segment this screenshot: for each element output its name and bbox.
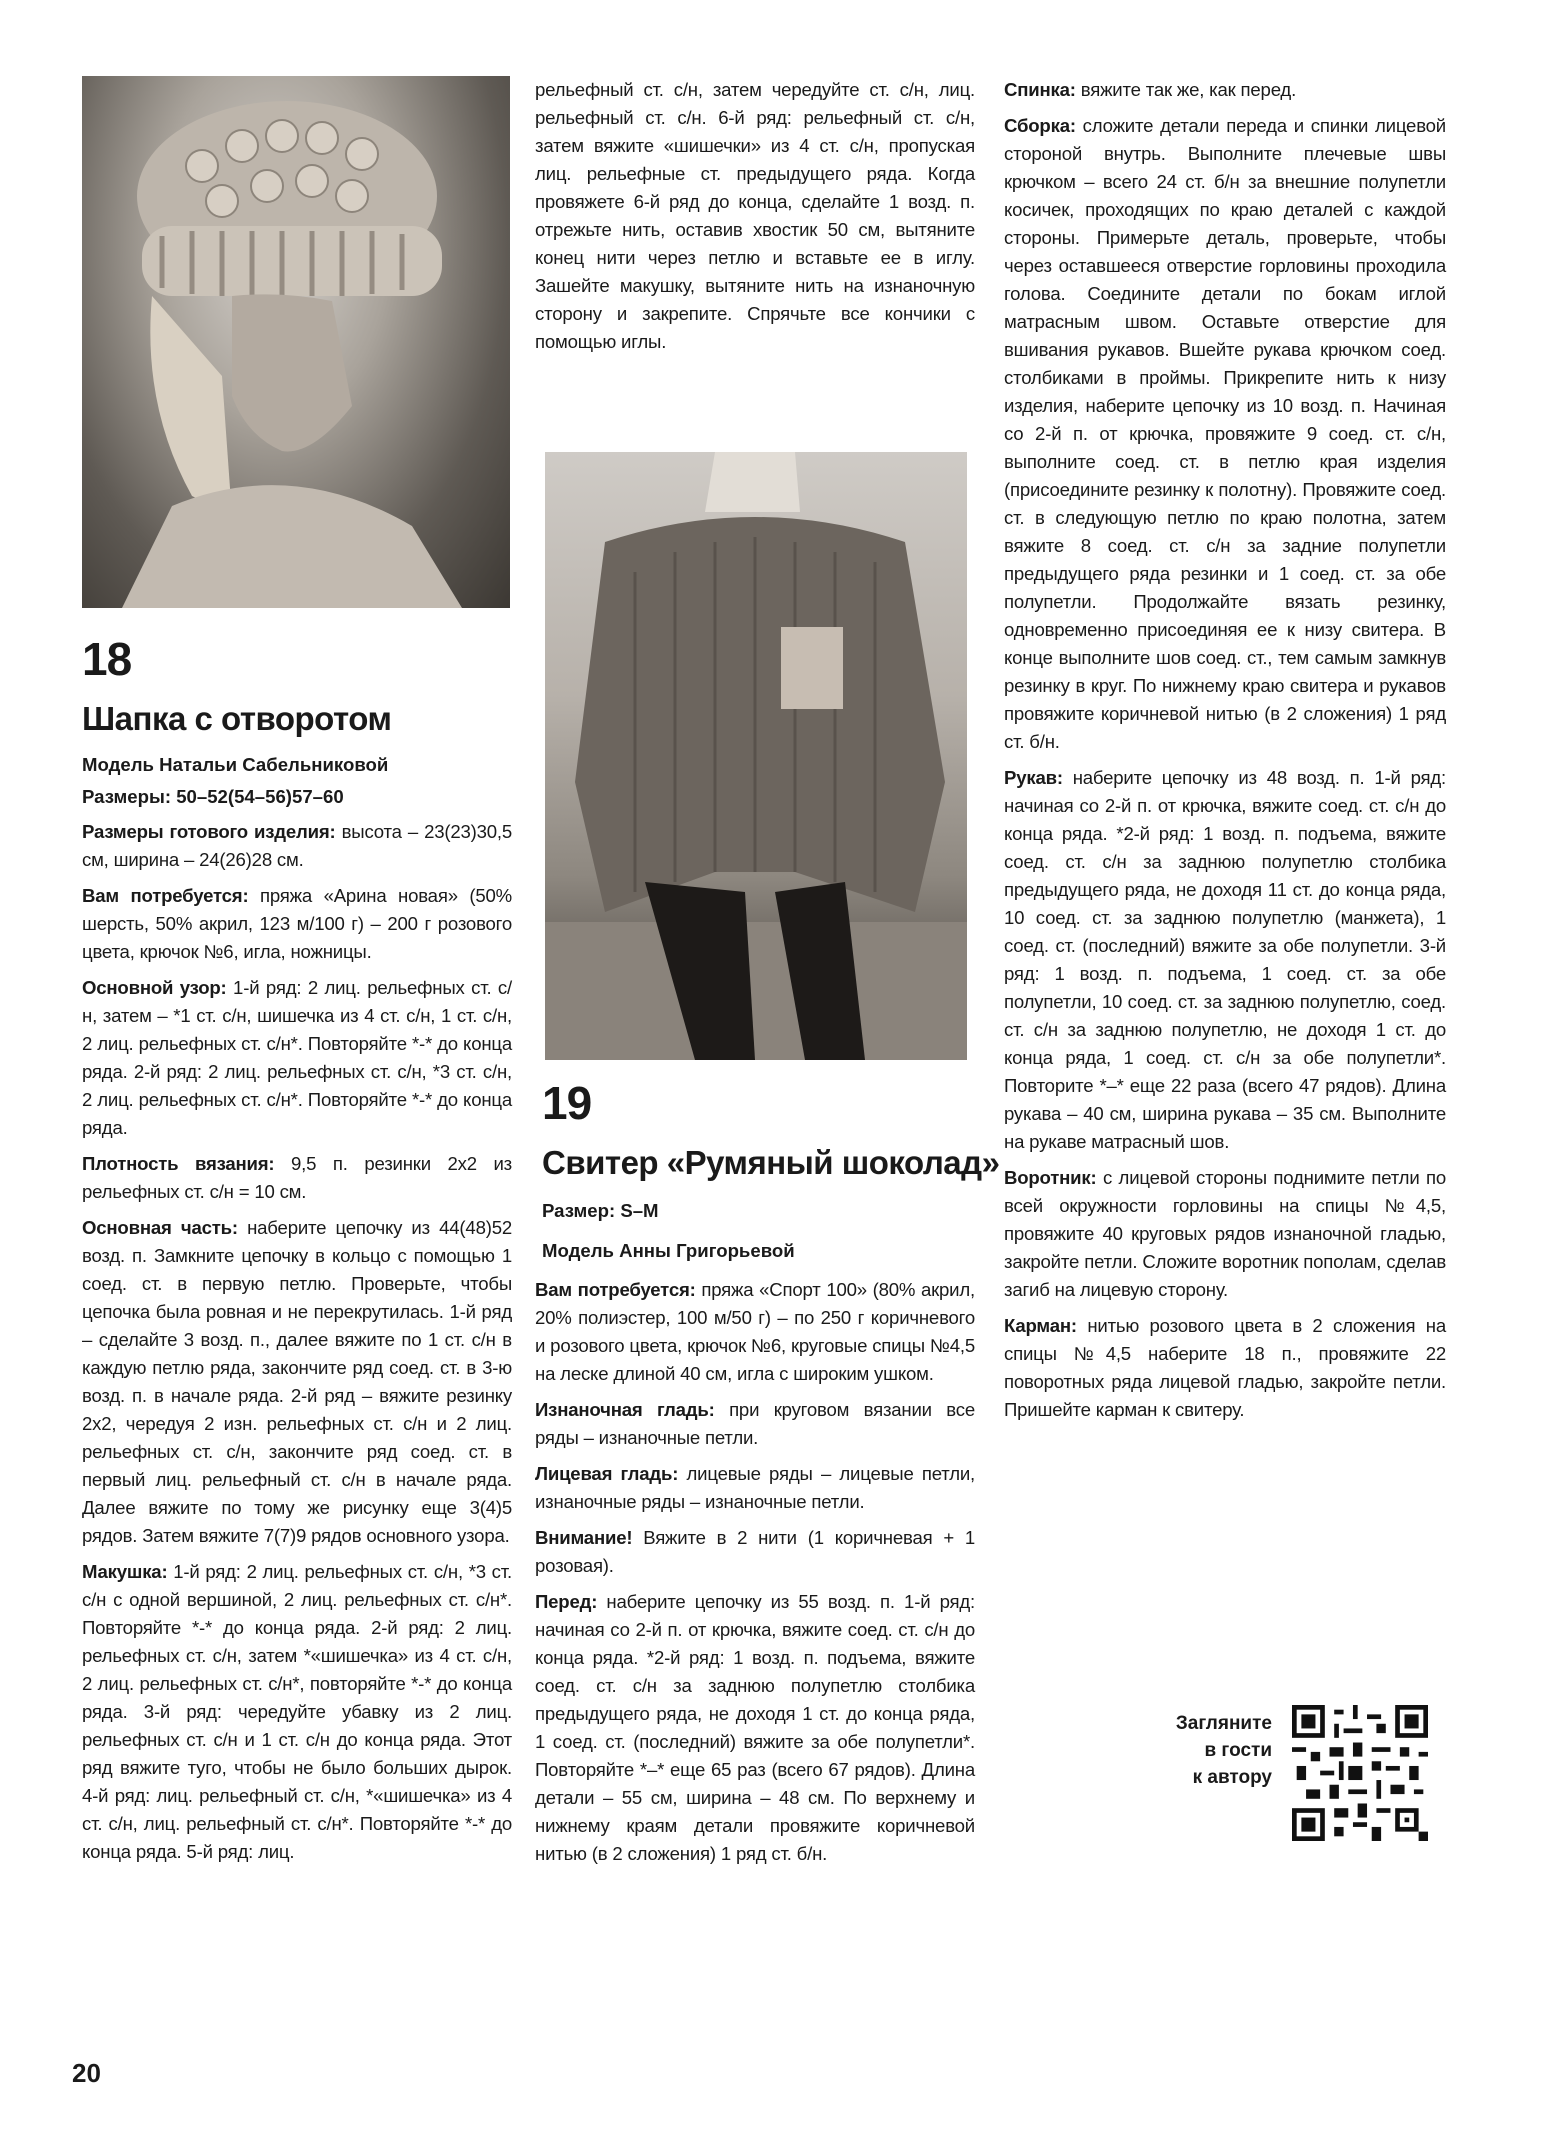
paragraph-text: 1-й ряд: 2 лиц. рельефных ст. с/н, *3 ст. с/н с одной вершиной, 2 лиц. рельефных ст. с/н*. Повторяйте *-* до конца ряда. 2-й ряд: 2 лиц. рельефных ст. с/н, затем *«шишечка» из 4 ст. с/н, 2 лиц. рельефных ст. с/н*, повторяйте *-* до конца ряда. 3-й ряд: чередуйте убавку из 2 лиц. рельефных ст. с/н и 1 ст. с/н до конца ряда. Этот ряд вяжите туго, чтобы не было больших дырок. 4-й ряд: лиц. рельефный ст. с/н, *«шишечка» из 4 ст. с/н, лиц. рельефный ст. с/н*. Повторяйте *-* до конца ряда. 5-й ряд: лиц.	[82, 1561, 512, 1862]
paragraph-label: Изнаночная гладь:	[535, 1399, 715, 1420]
paragraph-text: вяжите так же, как перед.	[1075, 79, 1297, 100]
paragraph-text: наберите цепочку из 48 возд. п. 1-й ряд: начиная со 2-й п. от крючка, вяжите соед. ст. с/н до конца ряда. *2-й ряд: 1 возд. п. подъема, вяжите соед. ст. с/н за заднюю полупетлю столбика предыдущего ряда, не доходя 11 ст. до конца ряда, 10 соед. ст. за заднюю полупетлю (манжета), 1 соед. ст. (последний) вяжите за обе полупетли. 3-й ряд: 1 возд. п. подъема, 1 соед. ст. за обе полупетли, 10 соед. ст. за заднюю полупетлю, соед. ст. с/н за заднюю полупетлю, не доходя 1 ст. до конца ряда, 1 соед. ст. с/н за обе полупетли*. Повторите *–* еще 22 раза (всего 47 рядов). Длина рукава – 40 см, ширина рукава – 35 см. Выполните на рукаве матрасный шов.	[1004, 767, 1446, 1152]
qr-code-icon[interactable]	[1292, 1705, 1428, 1841]
paragraph-text: наберите цепочку из 55 возд. п. 1-й ряд: начиная со 2-й п. от крючка, вяжите соед. ст. с/н до конца ряда. *2-й ряд: 1 возд. п. подъема, вяжите соед. ст. с/н за заднюю полупетлю столбика предыдущего ряда, не доходя 1 ст. до конца ряда, 1 соед. ст. (последний) вяжите за обе полупетли*. Повторяйте *–* еще 65 раз (всего 67 рядов). Длина детали – 55 см, ширина – 48 см. По верхнему и нижнему краям детали провяжите коричневой нитью (в 2 сложения) 1 ряд ст. б/н.	[535, 1591, 975, 1864]
paragraph	[82, 974, 512, 1142]
paragraph	[82, 818, 512, 874]
qr-caption-line: Загляните	[1175, 1713, 1272, 1734]
model-19-author: Модель Анны Григорьевой	[542, 1240, 795, 1261]
page-number: 20	[72, 2058, 101, 2088]
paragraph-label: Рукав:	[1004, 767, 1063, 788]
paragraph-text: 9,5 п. резинки 2х2 из рельефных ст. с/н = 10 см.	[82, 1153, 512, 1202]
qr-caption-line: в гости	[1204, 1740, 1272, 1761]
paragraph-text: с лицевой стороны поднимите петли по всей окружности горловины на спицы №4,5, провяжите 40 круговых рядов изнаночной гладью, закройте петли. Сложите воротник пополам, сделав загиб на лицевую сторону.	[1004, 1167, 1446, 1300]
model-19-title: Свитер «Румяный шоколад»	[542, 1144, 1000, 1181]
paragraph-text: Вяжите в 2 нити (1 коричневая + 1 розовая).	[535, 1527, 975, 1576]
paragraph-text: наберите цепочку из 44(48)52 возд. п. Замкните цепочку в кольцо с помощью 1 соед. ст. в первую петлю. Проверьте, чтобы цепочка была ровная и не перекрутилась. 1-й ряд – сделайте 3 возд. п., далее вяжите по 1 ст. с/н в каждую петлю ряда, закончите ряд соед. ст. в 3-ю возд. п. в начале ряда. 2-й ряд – вяжите резинку 2х2, чередуя 2 изн. рельефных ст. с/н и 2 лиц. рельефных ст. с/н, закончите ряд соед. ст. в первый лиц. рельефный ст. с/н в начале ряда. Далее вяжите по тому же рисунку еще 3(4)5 рядов. Затем вяжите 7(7)9 рядов основного узора.	[82, 1217, 512, 1546]
paragraph-label: Перед:	[535, 1591, 598, 1612]
model-18-title: Шапка с отворотом	[82, 700, 392, 737]
paragraph-label: Макушка:	[82, 1561, 168, 1582]
qr-caption-line: к автору	[1192, 1767, 1272, 1788]
paragraph	[82, 882, 512, 966]
paragraph-text: сложите детали переда и спинки лицевой стороной внутрь. Выполните плечевые швы крючком – всего 24 ст. б/н за внешние полупетли косичек, проходящих по краю деталей с каждой стороны. Примерьте деталь, проверьте, чтобы через оставшееся отверстие горловины проходила голова. Соедините детали по бокам иглой матрасным швом. Оставьте отверстие для вшивания рукавов. Вшейте рукава крючком соед. столбиками в проймы. Прикрепите нить к низу изделия, наберите цепочку из 10 возд. п. Начиная со 2-й п. от крючка, провяжите 9 соед. ст. с/н, выполните соед. ст. в петлю края изделия (присоедините резинку к полотну). Провяжите соед. ст. в следующую петлю по краю полотна, затем вяжите 8 соед. ст. с/н за задние полупетли предыдущего ряда резинки и 1 соед. ст. за обе полупетли. Продолжайте вязать резинку, одновременно присоединяя ее к низу свитера. В конце выполните шов соед. ст., тем самым замкнув резинку в круг. По нижнему краю свитера и рукавов провяжите коричневой нитью (в 2 сложения) 1 ряд ст. б/н.	[1004, 115, 1446, 752]
model-18-author: Модель Натальи Сабельниковой	[82, 754, 389, 775]
paragraph-text: пряжа «Арина новая» (50% шерсть, 50% акрил, 123 м/100 г) – 200 г розового цвета, крючок №6, игла, ножницы.	[82, 885, 512, 962]
model-18-number: 18	[82, 633, 132, 685]
paragraph-label: Карман:	[1004, 1315, 1077, 1336]
woman-in-sweater-photo	[545, 452, 967, 1060]
model-18-sizes: Размеры: 50–52(54–56)57–60	[82, 786, 344, 807]
paragraph	[535, 1460, 975, 1516]
paragraph-text: пряжа «Спорт 100» (80% акрил, 20% полиэстер, 100 м/50 г) – по 250 г коричневого и розового цвета, крючок №6, круговые спицы №4,5 на леске длиной 40 см, игла с широким ушком.	[535, 1279, 975, 1384]
paragraph	[1004, 76, 1446, 104]
paragraph-label: Вам потребуется:	[82, 885, 249, 906]
model-19-number: 19	[542, 1077, 592, 1129]
paragraph-label: Плотность вязания:	[82, 1153, 275, 1174]
paragraph-text: нитью розового цвета в 2 сложения на спицы №4,5 наберите 18 п., провяжите 22 поворотных ряда лицевой гладью, закройте петли. Пришейте карман к свитеру.	[1004, 1315, 1446, 1420]
paragraph-label: Основной узор:	[82, 977, 227, 998]
paragraph-text: рельефный ст. с/н, затем чередуйте ст. с/н, лиц. рельефный ст. с/н. 6-й ряд: рельефный ст. с/н, затем вяжите «шишечки» из 4 ст. с/н, пропуская лиц. рельефные ст. предыдущего ряда. Когда провяжете 6-й ряд до конца, сделайте 1 возд. п. отрежьте нить, оставив хвостик 50 см, вытяните конец нити через петлю и вставьте ее в иглу. Зашейте макушку, вытяните нить на изнаночную сторону и закрепите. Спрячьте все кончики с помощью иглы.	[535, 79, 975, 352]
paragraph	[535, 1588, 975, 1868]
paragraph	[82, 1558, 512, 1866]
model-19-instructions-continued	[1004, 76, 1446, 1432]
paragraph-text: при круговом вязании все ряды – изнаночные петли.	[535, 1399, 975, 1448]
model-18-instructions	[82, 818, 512, 1874]
paragraph-label: Воротник:	[1004, 1167, 1097, 1188]
paragraph-text: 1-й ряд: 2 лиц. рельефных ст. с/н, затем – *1 ст. с/н, шишечка из 4 ст. с/н, 1 ст. с/н, 2 лиц. рельефных ст. с/н*. Повторяйте *-* до конца ряда. 2-й ряд: 2 лиц. рельефных ст. с/н, *3 ст. с/н, 2 лиц. рельефных ст. с/н*. Повторяйте *-* до конца ряда.	[82, 977, 512, 1138]
model-19-instructions	[535, 1276, 975, 1876]
paragraph-label: Основная часть:	[82, 1217, 238, 1238]
paragraph-text: высота – 23(23)30,5 см, ширина – 24(26)28 см.	[82, 821, 513, 870]
paragraph-label: Сборка:	[1004, 115, 1076, 136]
paragraph	[535, 1276, 975, 1388]
paragraph	[535, 1524, 975, 1580]
paragraph	[1004, 1164, 1446, 1304]
paragraph-label: Внимание!	[535, 1527, 633, 1548]
model-19-size: Размер: S–M	[542, 1200, 659, 1221]
paragraph-label: Размеры готового изделия:	[82, 821, 336, 842]
qr-caption	[1130, 1710, 1272, 1791]
paragraph	[1004, 112, 1446, 756]
paragraph	[1004, 764, 1446, 1156]
paragraph-text: лицевые ряды – лицевые петли, изнаночные ряды – изнаночные петли.	[535, 1463, 975, 1512]
paragraph-label: Вам потребуется:	[535, 1279, 696, 1300]
paragraph-label: Лицевая гладь:	[535, 1463, 679, 1484]
paragraph	[82, 1214, 512, 1550]
paragraph-label: Спинка:	[1004, 79, 1076, 100]
paragraph	[82, 1150, 512, 1206]
paragraph	[1004, 1312, 1446, 1424]
paragraph	[535, 1396, 975, 1452]
woman-in-knitted-hat-photo	[82, 76, 510, 608]
model-18-continuation	[535, 76, 975, 364]
